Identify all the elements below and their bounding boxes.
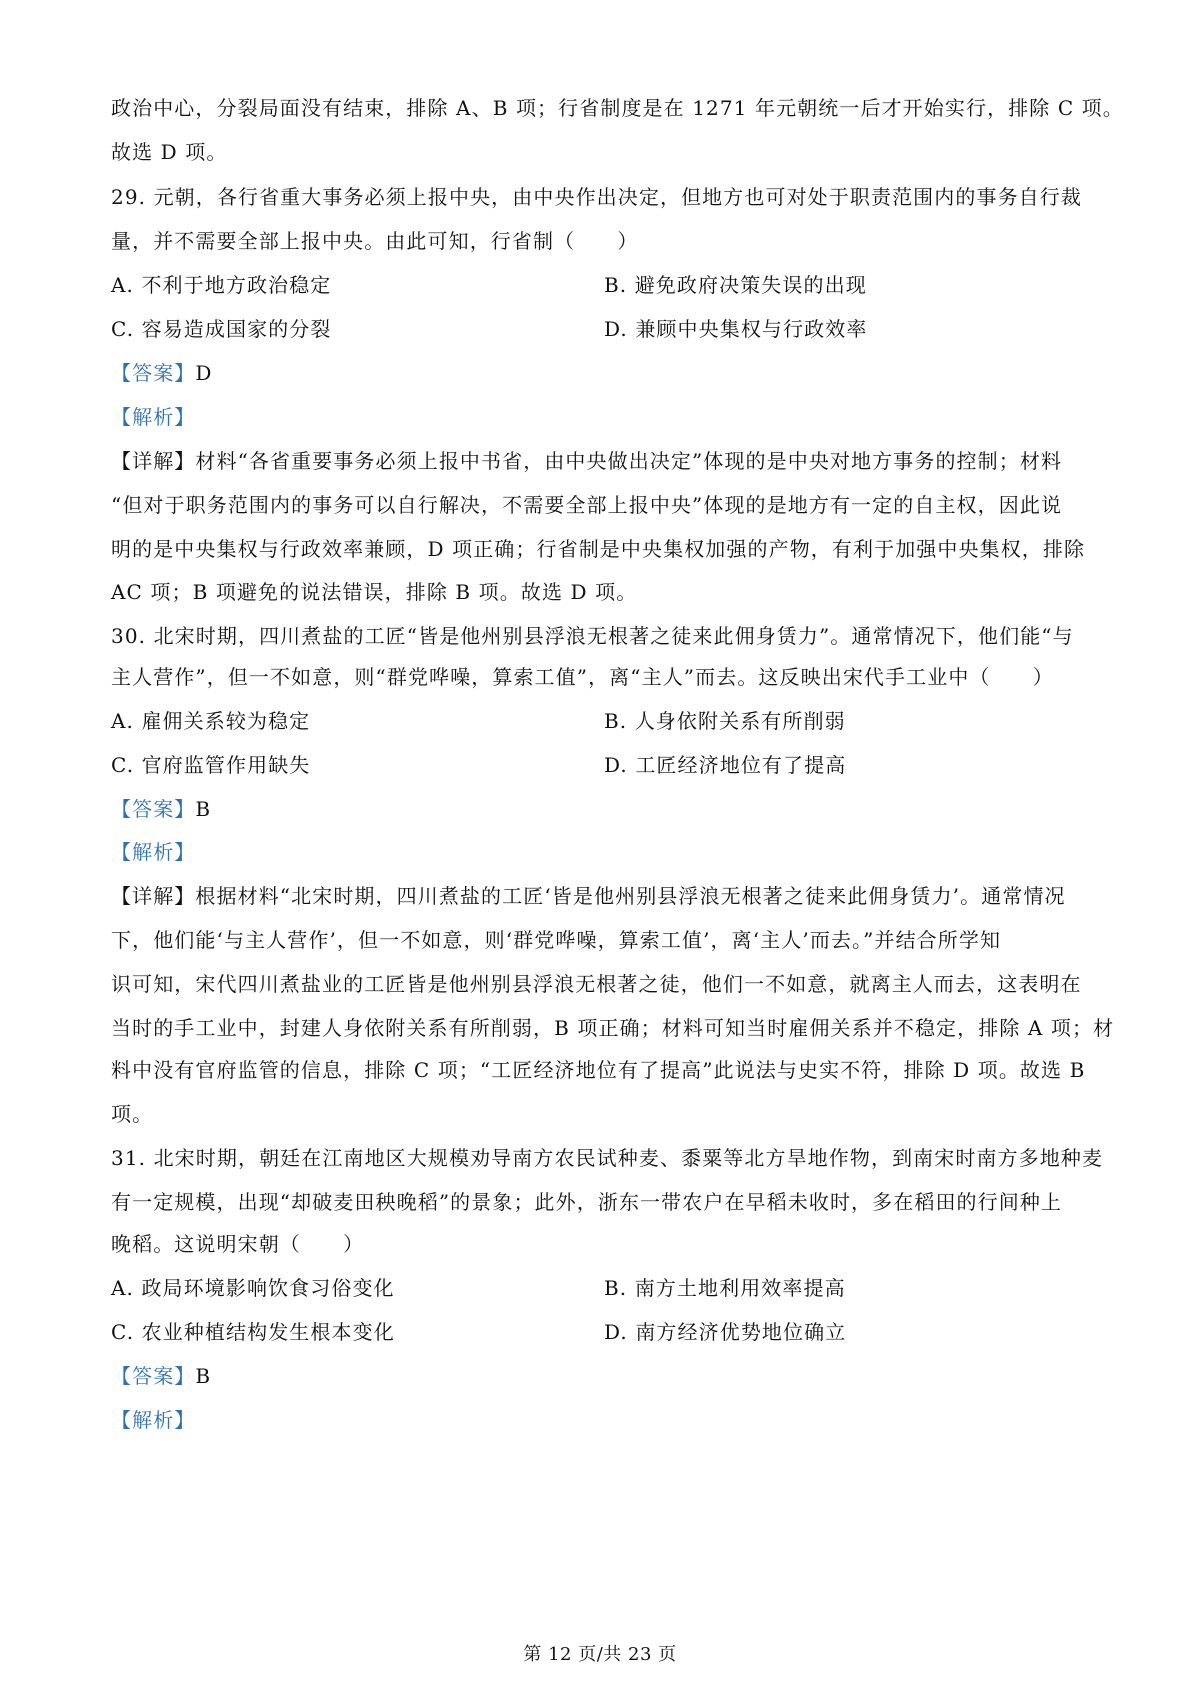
q31-option-d: D. 南方经济优势地位确立 (604, 1320, 847, 1344)
q30-stem-line-1: 30. 北宋时期，四川煮盐的工匠“皆是他州别县浮浪无根著之徒来此佣身赁力”。通常情况下，他们能“与 (111, 624, 1074, 648)
q30-option-c: C. 官府监管作用缺失 (111, 753, 311, 777)
answer-tag: 【答案】 (111, 361, 196, 385)
q29-option-d: D. 兼顾中央集权与行政效率 (604, 317, 868, 341)
q31-analysis-tag: 【解析】 (111, 1408, 196, 1432)
q31-option-c: C. 农业种植结构发生根本变化 (111, 1320, 395, 1344)
q29-answer-row (111, 361, 213, 385)
q29-stem-line-2: 量，并不需要全部上报中央。由此可知，行省制（ ） (111, 229, 639, 253)
q30-analysis-tag: 【解析】 (111, 840, 196, 864)
prev-detail-line-1: 政治中心，分裂局面没有结束，排除 A、B 项；行省制度是在 1271 年元朝统一后才开始实行，排除 C 项。 (111, 96, 1124, 120)
q29-detail-line-3: 明的是中央集权与行政效率兼顾，D 项正确；行省制是中央集权加强的产物，有利于加强中央集权，排除 (111, 537, 1086, 561)
detail-tag: 【详解】 (111, 449, 196, 473)
q30-detail-line-2: 下，他们能‘与主人营作’，但一不如意，则‘群党哗噪，算索工值’，离‘主人’而去。”并结合所学知 (111, 928, 1002, 952)
answer-tag: 【答案】 (111, 1364, 196, 1388)
q29-analysis-tag: 【解析】 (111, 405, 196, 429)
q31-stem-line-2: 有一定规模，出现“却破麦田秧晚稻”的景象；此外，浙东一带农户在早稻未收时，多在稻田的行间种上 (111, 1190, 1063, 1214)
q31-option-b: B. 南方土地利用效率提高 (604, 1276, 846, 1300)
q30-option-b: B. 人身依附关系有所削弱 (604, 709, 846, 733)
q30-detail-line-4: 当时的手工业中，封建人身依附关系有所削弱，B 项正确；材料可知当时雇佣关系并不稳定，排除 A 项；材 (111, 1016, 1115, 1040)
q29-stem-line-1: 29. 元朝，各行省重大事务必须上报中央，由中央作出决定，但地方也可对处于职责范围内的事务自行裁 (111, 185, 1082, 209)
q29-detail-line-1: 【详解】材料“各省重要事务必须上报中书省，由中央做出决定”体现的是中央对地方事务的控制；材料 (111, 449, 1063, 473)
q31-stem-line-3: 晚稻。这说明宋朝（ ） (111, 1232, 365, 1256)
q29-detail-line-4: AC 项；B 项避免的说法错误，排除 B 项。故选 D 项。 (111, 580, 638, 604)
q31-answer-value: B (195, 1364, 212, 1388)
q30-detail-line-3: 识可知，宋代四川煮盐业的工匠皆是他州别县浮浪无根著之徒，他们一不如意，就离主人而去，这表明在 (111, 972, 1082, 996)
q29-detail-line-2: “但对于职务范围内的事务可以自行解决，不需要全部上报中央”体现的是地方有一定的自主权，因此说 (111, 493, 1063, 517)
page-number-footer: 第 12 页/共 23 页 (523, 1644, 677, 1665)
q30-stem-line-2: 主人营作”，但一不如意，则“群党哗噪，算索工值”，离“主人”而去。这反映出宋代手工业中（ ） (111, 665, 1054, 689)
q30-detail-line-6: 项。 (111, 1102, 154, 1126)
q30-answer-row (111, 797, 211, 821)
q29-answer-value: D (195, 361, 213, 385)
q30-detail-line-1: 【详解】根据材料“北宋时期，四川煮盐的工匠‘皆是他州别县浮浪无根著之徒来此佣身赁力’。通常情况 (111, 884, 1066, 908)
prev-detail-line-2: 故选 D 项。 (111, 140, 228, 164)
q29-option-c: C. 容易造成国家的分裂 (111, 317, 332, 341)
detail-tag: 【详解】 (111, 884, 196, 908)
q29-option-a: A. 不利于地方政治稳定 (111, 273, 332, 297)
q30-option-d: D. 工匠经济地位有了提高 (604, 753, 847, 777)
q30-option-a: A. 雇佣关系较为稳定 (111, 709, 311, 733)
q30-detail-line-5: 料中没有官府监管的信息，排除 C 项；“工匠经济地位有了提高”此说法与史实不符，排除 D 项。故选 B (111, 1058, 1086, 1082)
q31-option-a: A. 政局环境影响饮食习俗变化 (111, 1276, 395, 1300)
q31-answer-row (111, 1364, 211, 1388)
answer-tag: 【答案】 (111, 797, 196, 821)
q29-option-b: B. 避免政府决策失误的出现 (604, 273, 867, 297)
q31-stem-line-1: 31. 北宋时期，朝廷在江南地区大规模劝导南方农民试种麦、黍粟等北方旱地作物，到南宋时南方多地种麦 (111, 1146, 1104, 1170)
q30-answer-value: B (195, 797, 212, 821)
